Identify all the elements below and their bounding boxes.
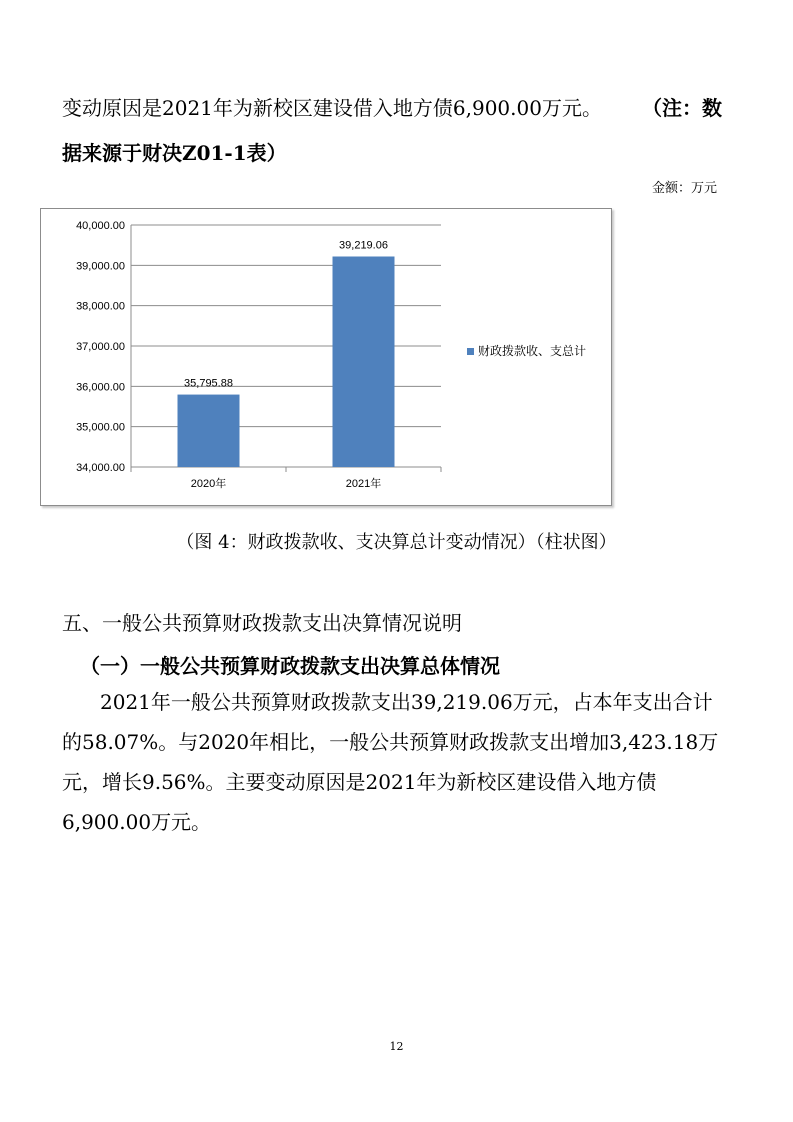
y-tick-label: 38,000.00: [76, 300, 125, 313]
y-tick-label: 37,000.00: [76, 341, 125, 353]
legend-label: 财政拨款收、支总计: [478, 344, 587, 358]
data-source-note-end: 据来源于财决Z01-1表）: [62, 141, 287, 165]
legend-swatch: [467, 348, 474, 355]
figure-caption: （图 4：财政拨款收、支决算总计变动情况）（柱状图）: [176, 532, 617, 553]
body-line-2: 的58.07%。与2020年相比，一般公共预算财政拨款支出增加3,423.18万: [62, 730, 719, 754]
x-tick-label: 2021年: [345, 478, 382, 490]
unit-label: 金额：万元: [651, 181, 717, 196]
intro-paragraph-line1: [62, 92, 722, 121]
bar: [178, 395, 240, 467]
data-label: 39,219.06: [339, 239, 388, 252]
y-tick-label: 36,000.00: [76, 381, 125, 394]
body-line-4: 6,900.00万元。: [62, 810, 212, 834]
y-tick-label: 39,000.00: [76, 260, 125, 273]
body-line-1: 2021年一般公共预算财政拨款支出39,219.06万元，占本年支出合计: [100, 690, 713, 714]
bar-chart: [40, 208, 612, 506]
bar-chart-svg: [41, 209, 611, 505]
x-tick-label: 2020年: [190, 478, 227, 490]
data-source-note-start: （注：数: [642, 96, 722, 120]
y-tick-label: 40,000.00: [76, 220, 125, 232]
y-tick-label: 35,000.00: [76, 421, 125, 434]
page-number: 12: [389, 1040, 404, 1053]
intro-text: 变动原因是2021年为新校区建设借入地方债6,900.00万元。: [62, 96, 602, 120]
data-label: 35,795.88: [184, 377, 233, 390]
body-line-3: 元，增长9.56%。主要变动原因是2021年为新校区建设借入地方债: [62, 770, 657, 794]
y-tick-label: 34,000.00: [76, 462, 125, 474]
bar: [333, 256, 395, 467]
section-subheading: （一）一般公共预算财政拨款支出决算总体情况: [80, 654, 500, 678]
section-heading: 五、一般公共预算财政拨款支出决算情况说明: [62, 611, 462, 635]
